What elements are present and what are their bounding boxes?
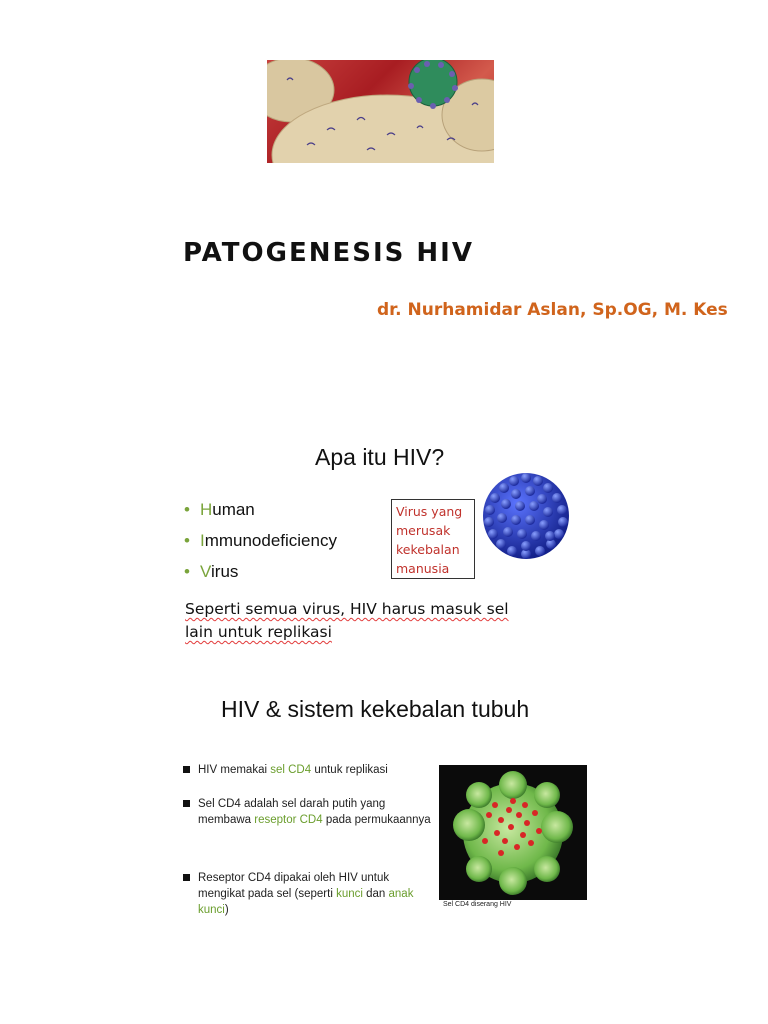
point-text: Sel CD4 adalah sel darah putih yang membawa <box>198 798 386 826</box>
acronym-word: irus <box>211 562 239 581</box>
bullet-dot-icon: • <box>184 500 190 519</box>
callout-line: manusia <box>396 561 450 576</box>
point-text: pada permukaannya <box>322 814 431 826</box>
replication-note <box>185 598 545 644</box>
list-item <box>183 762 433 796</box>
acronym-letter: H <box>199 500 213 519</box>
cd4-cell-image <box>439 765 587 900</box>
point-text: untuk replikasi <box>311 764 388 776</box>
list-item <box>183 870 433 918</box>
highlight-term: reseptor CD4 <box>254 814 323 826</box>
bullet-square-icon <box>183 874 190 881</box>
callout-line: Virus yang <box>396 504 463 519</box>
list-item <box>184 529 337 560</box>
point-text: ) <box>224 904 229 916</box>
bullet-square-icon <box>183 766 190 773</box>
author-name: dr. Nurhamidar Aslan, Sp.OG, M. Kes <box>377 300 728 320</box>
page-title: PATOGENESIS HIV <box>183 238 474 268</box>
bullet-dot-icon: • <box>184 531 190 550</box>
highlight-term: kunci <box>336 888 363 900</box>
point-text: HIV memakai <box>198 764 271 776</box>
note-line: Seperti semua virus, HIV harus masuk sel <box>185 600 509 618</box>
hiv-virion-image <box>480 470 572 562</box>
list-item <box>183 796 433 870</box>
acronym-word: uman <box>212 500 255 519</box>
bullet-dot-icon: • <box>184 562 190 581</box>
list-item <box>184 560 337 591</box>
hero-virus-illustration <box>267 60 494 163</box>
callout-line: kekebalan <box>396 542 460 557</box>
cd4-points-list <box>183 762 433 918</box>
highlight-term: sel CD4 <box>270 764 312 776</box>
acronym-letter: V <box>199 562 211 581</box>
definition-callout <box>391 499 475 579</box>
image-caption: Sel CD4 diserang HIV <box>443 901 512 908</box>
note-line: lain untuk replikasi <box>185 623 332 641</box>
bullet-square-icon <box>183 800 190 807</box>
callout-line: merusak <box>396 523 451 538</box>
point-text: dan <box>362 888 389 900</box>
acronym-letter: I <box>199 531 205 550</box>
section-heading-immune-system: HIV & sistem kekebalan tubuh <box>221 696 530 722</box>
section-heading-what-is-hiv: Apa itu HIV? <box>315 444 445 470</box>
acronym-word: mmunodeficiency <box>204 531 337 550</box>
hiv-acronym-list <box>184 498 337 591</box>
highlight-term: anak kunci <box>198 888 414 916</box>
point-text: Reseptor CD4 dipakai oleh HIV untuk mengikat pada sel (seperti <box>198 872 390 900</box>
list-item <box>184 498 337 529</box>
